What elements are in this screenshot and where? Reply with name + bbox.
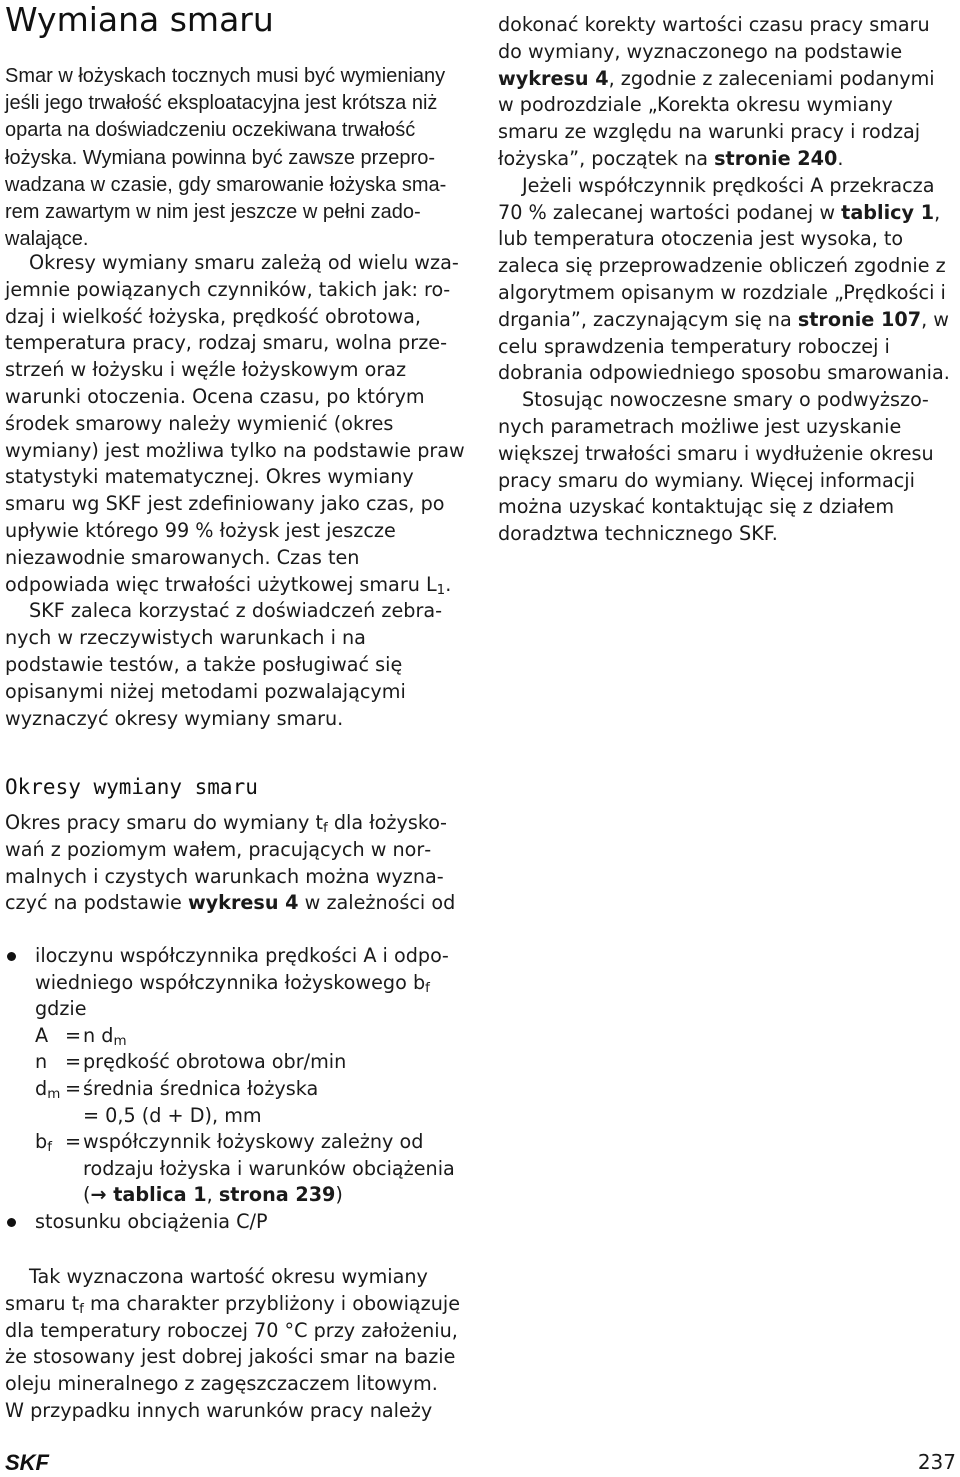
dm-subscript: m bbox=[113, 1033, 127, 1049]
definition-dm-text: średnia średnica łożyska bbox=[83, 1076, 319, 1100]
closing-text-b: ma charakter przybliżony i obowiązuje dla temperatury roboczej 70 °C przy założeniu, że stosowany jest dobrej jakości smar na bazie oleju mineralnego z zagęszczaczem litowym. bbox=[5, 1291, 461, 1396]
m-subscript: m bbox=[47, 1086, 61, 1102]
symbol-bf bbox=[35, 1129, 65, 1156]
closing-paragraph bbox=[5, 1264, 467, 1425]
equals-sign: = bbox=[65, 1023, 82, 1047]
paragraph-skf-recommends: SKF zaleca korzystać z doświadczeń zebranych w rzeczywistych warunkach i na podstawie testów, a także posługiwać się opisanymi niżej metodami pozwalającymi wyznaczyć okresy wymiany smaru. bbox=[5, 599, 443, 730]
table-link: tablica 1 bbox=[106, 1183, 207, 1207]
definition-n-text: prędkość obrotowa obr/min bbox=[83, 1050, 347, 1074]
paren-open: ( bbox=[83, 1183, 91, 1207]
page-reference: stronie 240 bbox=[714, 146, 838, 170]
equals-sign: = bbox=[65, 1050, 82, 1074]
right-p1-a: dokonać korekty wartości czasu pracy smaru do wymiany, wyznaczonego na podstawie bbox=[498, 13, 930, 63]
definition-bf bbox=[35, 1129, 475, 1156]
skf-logo bbox=[4, 1452, 84, 1472]
comma: , bbox=[206, 1183, 219, 1207]
section-paragraph bbox=[5, 810, 467, 917]
bullet-item-speed-factor bbox=[5, 943, 475, 1209]
definitions-list bbox=[35, 1023, 475, 1209]
bullet-text bbox=[35, 943, 475, 996]
left-column-body bbox=[5, 250, 467, 732]
right-p2-c: , w celu sprawdzenia temperatury roboczej i dobrania odpowiedniego sposobu smarowania. bbox=[498, 307, 950, 385]
paragraph-intervals-text: Okresy wymiany smaru zależą od wielu wzajemnie powiązanych czynników, takich jak: rodzaj i wielkość łożyska, prędkość obrotowa, temperatura pracy, rodzaj smaru, wolna przestrzeń w łożysku i węźle łożyskowym oraz warunki otoczenia. Ocena czasu, po którym środek smarowy należy wymienić (okres wymiany) jest możliwa tylko na podstawie praw statystyki matematycznej. Okres wymiany smaru wg SKF jest zdefiniowany jako czas, po upływie którego 99 % łożysk jest jeszcze niezawodnie smarowanych. Czas ten odpowiada więc trwałości użytkowej smaru L bbox=[5, 251, 465, 596]
closing-text bbox=[5, 1264, 467, 1398]
right-p1-c: . bbox=[837, 146, 844, 170]
closing-text-a: Tak wyznaczona wartość okresu wymiany smaru t bbox=[5, 1265, 428, 1315]
page-link: strona 239 bbox=[218, 1183, 336, 1207]
equals-sign: = bbox=[65, 1130, 82, 1154]
right-p1-b: , zgodnie z zaleceniami podanymi w podrozdziale „Korekta okresu wymiany smaru ze względu na warunki pracy i rodzaj łożyska”, początek na bbox=[498, 66, 935, 170]
chart-reference: wykresu 4 bbox=[498, 66, 609, 90]
definition-n bbox=[35, 1049, 475, 1076]
bullet-list bbox=[5, 943, 475, 1236]
section-text-c: w zależności od bbox=[298, 891, 456, 915]
definition-a-text bbox=[83, 1023, 475, 1050]
definition-a bbox=[35, 1023, 475, 1050]
right-p2-a: Jeżeli współczynnik prędkości A przekracza 70 % zalecanej wartości podanej w bbox=[498, 173, 935, 224]
page-number: 237 bbox=[917, 1450, 956, 1474]
table-reference bbox=[35, 1182, 475, 1209]
right-paragraph-1 bbox=[498, 12, 956, 173]
f-subscript: f bbox=[47, 1140, 52, 1156]
tf-subscript: f bbox=[79, 1301, 84, 1317]
definition-bf-continuation: rodzaju łożyska i warunków obciążenia bbox=[83, 1156, 455, 1180]
right-column bbox=[498, 12, 956, 548]
definition-dm bbox=[35, 1076, 475, 1103]
symbol-dm bbox=[35, 1076, 65, 1103]
bullet-text-a: iloczynu współczynnika prędkości A i odpowiedniego współczynnika łożyskowego b bbox=[35, 944, 449, 994]
bf-subscript: f bbox=[425, 980, 430, 996]
symbol-a: A bbox=[35, 1023, 49, 1047]
bullet-icon bbox=[7, 1218, 16, 1227]
skf-logo-text: SKF bbox=[5, 1452, 49, 1472]
paragraph-intervals bbox=[5, 250, 467, 598]
right-p2-b: , lub temperatura otoczenia jest wysoka, to zaleca się przeprowadzenie obliczeń zgodnie z algorytmem opisanym w rozdziale „Prędkości i drgania”, zaczynającym się na bbox=[498, 200, 946, 331]
page-reference: stronie 107 bbox=[797, 307, 922, 331]
bullet-item-load-ratio bbox=[5, 1209, 475, 1236]
chart-reference: wykresu 4 bbox=[187, 891, 299, 915]
right-paragraph-2 bbox=[498, 173, 956, 387]
page-heading: Wymiana smaru bbox=[5, 0, 274, 39]
gdzie-label: gdzie bbox=[35, 997, 87, 1021]
intro-text: Smar w łożyskach tocznych musi być wymieniany jeśli jego trwałość eksploatacyjna jest krótsza niż oparta na doświadczeniu oczekiwana trwałość łożyska. Wymiana powinna być zawsze przeprowadzana w czasie, gdy smarowanie łożyska smarem zawartym w nim jest jeszcze w pełni zadowalające. bbox=[5, 65, 447, 251]
intro-paragraph bbox=[5, 63, 465, 253]
bullet-icon bbox=[7, 952, 16, 961]
symbol-n: n bbox=[35, 1050, 48, 1074]
right-paragraph-3: Stosując nowoczesne smary o podwyższonych parametrach możliwe jest uzyskanie większej trwałości smaru i wydłużenie okresu pracy smaru do wymiany. Więcej informacji można uzyskać kontaktując się z działem doradztwa technicznego SKF. bbox=[498, 388, 934, 546]
table-reference: tablicy 1 bbox=[841, 200, 935, 224]
tf-subscript: f bbox=[323, 821, 328, 836]
section-text-a: Okres pracy smaru do wymiany t bbox=[5, 811, 323, 834]
section-text-b: dla łożyskowań z poziomym wałem, pracujących w normalnych i czystych warunkach można wyznaczyć na podstawie bbox=[5, 811, 447, 915]
definition-dm-continuation: = 0,5 (d + D), mm bbox=[83, 1103, 262, 1127]
definition-bf-text: współczynnik łożyskowy zależny od bbox=[83, 1130, 424, 1154]
symbol-b: b bbox=[35, 1130, 48, 1154]
paren-close: ) bbox=[335, 1183, 343, 1207]
l1-subscript: 1 bbox=[436, 582, 446, 598]
bullet-text: stosunku obciążenia C/P bbox=[35, 1209, 268, 1233]
period: . bbox=[445, 572, 452, 596]
arrow-icon: → bbox=[90, 1183, 107, 1207]
section-text bbox=[5, 810, 467, 917]
symbol-d: d bbox=[35, 1076, 48, 1100]
definition-a-main: n d bbox=[83, 1023, 114, 1047]
equals-sign: = bbox=[65, 1076, 82, 1100]
section-subheading: Okresy wymiany smaru bbox=[5, 775, 258, 799]
closing-text-continued: W przypadku innych warunków pracy należy bbox=[5, 1398, 433, 1422]
